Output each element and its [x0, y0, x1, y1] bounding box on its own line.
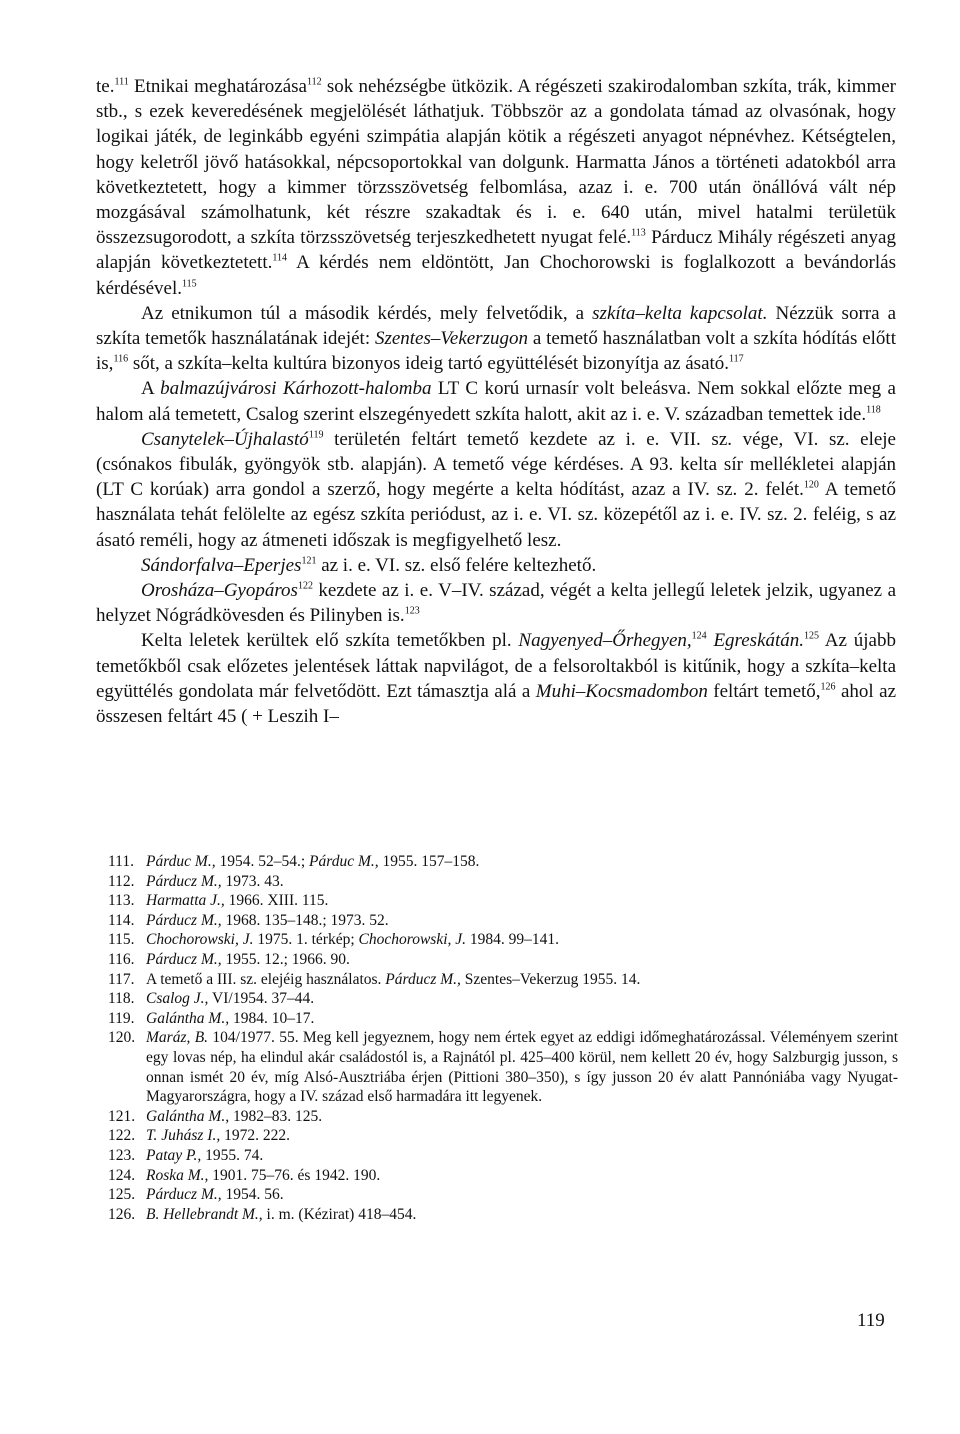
footnote-ref: 118	[866, 404, 881, 416]
italic-text: Muhi–Kocsmadombon	[535, 680, 708, 702]
footnote	[108, 1205, 898, 1225]
footnote-ref: 121	[301, 555, 317, 567]
text-run: A temető használata tehát felölelte az egész szkíta periódust, az i. e. VI. sz. közepétől az i. e. IV. sz. 2. feléig, s az ásató reméli, hogy az átmeneti időszak is megfigyelhető lesz.	[96, 479, 897, 551]
paragraph	[96, 628, 896, 729]
footnote-text	[146, 1185, 898, 1205]
footnote	[108, 1107, 898, 1127]
text-run: 1966. XIII. 115.	[224, 892, 329, 910]
text-run: 1968. 135–148.; 1973. 52.	[221, 911, 389, 929]
italic-text: Galántha M.,	[146, 1009, 230, 1027]
text-run: a temető használatban volt a szkíta hódítás előtt is,	[96, 328, 896, 375]
footnote-text	[146, 891, 898, 911]
footnote-text	[146, 1126, 898, 1146]
italic-text: Chochorowski, J.	[146, 931, 254, 949]
footnote-ref: 117	[729, 353, 744, 365]
italic-text: Egreskátán.	[713, 630, 805, 652]
text-run: VI/1954. 37–44.	[208, 990, 315, 1008]
footnote	[108, 911, 898, 931]
text-run: 1954. 52–54.;	[215, 853, 310, 870]
footnote-text	[146, 852, 898, 872]
text-run: 1954. 56.	[221, 1186, 284, 1204]
italic-text: Párducz M.,	[146, 1186, 222, 1204]
text-run: Az újabb temetőkből csak előzetes jelentések láttak napvilágot, de a felsoroltakból is kitűnik, hogy a szkíta–kelta együttélés gondolata már felvetődött. Ezt támasztja alá a	[96, 630, 896, 702]
text-run: sok nehézségbe ütközik. A régészeti szakirodalomban szkíta, trák, kimmer stb., s ezek keveredésének megjelölését láthatjuk. Többször az a gondolata támad az olvasónak, hogy logikai játék, de leginkább egyéni szimpátia alapján kötik a régészeti anyagot népnévhez. Kétségtelen, hogy keletről jövő hatásokkal, népcsoportokkal van dolgunk. Harmatta János a történeti adatokból arra következtetett, hogy a kimmer törzsszövetség felbomlása, azaz i. e. 700 után önállóvá vált nép mozgásával számolhatunk, két részre szakadtak és i. e. 640 után, mivel hatalmi területük összezsugorodott, a szkíta törzsszövetség terjeszkedhetett nyugat felé.	[96, 76, 896, 249]
text-run: Az etnikumon túl a második kérdés, mely felvetődik, a	[141, 302, 593, 324]
text-run: 104/1977. 55. Meg kell jegyeznem, hogy nem értek egyet az eddigi időmeghatározással. Véleményem szerint egy lovas nép, ha elindul akár családostól is, a Rajnától pl. 425–400 körül, nem kellett 20 év, hogy Salzburgig jusson, s onnan ismét 20 év, míg Alsó-Ausztriába érjen (Pittioni 380–350), s így jusson 20 év alatt Pannóniába vagy Nyugat-Magyarországra, hogy a IV. század első harmadára itt legyenek.	[146, 1029, 899, 1106]
italic-text: Harmatta J.,	[146, 892, 225, 910]
footnote	[108, 1009, 898, 1029]
italic-text: Párduc M.,	[309, 853, 379, 870]
footnote-text	[146, 1146, 898, 1166]
footnote	[108, 1185, 898, 1205]
text-run: A temető a III. sz. elejéig használatos.	[146, 970, 386, 988]
italic-text: balmazújvárosi Kárhozott-halomba	[160, 378, 432, 400]
italic-text: Párducz M.,	[146, 950, 222, 968]
text-run: Szentes–Vekerzug 1955. 14.	[460, 970, 641, 988]
footnote-text	[146, 1009, 898, 1029]
footnote-number: 118.	[108, 990, 135, 1008]
footnote-ref: 126	[820, 681, 836, 693]
footnote-ref: 120	[803, 479, 819, 491]
text-run: LT C korú urnasír volt beleásva. Nem sokkal előzte meg a halom alá temetett, Csalog szerint elszegényedett szkíta halott, akit az i. e. V. században temettek ide.	[96, 378, 896, 425]
footnote-text	[146, 872, 898, 892]
footnote-number: 114.	[108, 911, 135, 929]
footnote-number: 117.	[108, 970, 135, 988]
text-run: Kelta leletek kerültek elő szkíta temetőkben pl.	[141, 630, 519, 652]
footnote	[108, 891, 898, 911]
footnote-number: 122.	[108, 1127, 136, 1145]
italic-text: Nagyenyed–Őrhegyen,	[518, 630, 692, 652]
text-run: Etnikai meghatározása	[128, 76, 307, 97]
footnote-number: 111.	[108, 853, 134, 870]
footnote-ref: 125	[804, 631, 820, 643]
footnote-number: 121.	[108, 1107, 136, 1125]
footnote-ref: 122	[297, 580, 313, 592]
footnote-text	[146, 950, 898, 970]
text-run: 1982–83. 125.	[229, 1107, 323, 1125]
footnotes	[108, 852, 898, 1224]
main-text	[96, 74, 896, 729]
italic-text: Szentes–Vekerzugon	[374, 328, 528, 350]
italic-text: Maráz, B.	[146, 1029, 209, 1047]
footnote-text	[146, 1205, 898, 1225]
text-run: kezdete az i. e. V–IV. század, végét a kelta jellegű leletek jelzik, ugyanez a helyzet Nógrádkövesden és Pilinyben is.	[96, 580, 896, 627]
footnote-text	[146, 930, 898, 950]
paragraph	[96, 553, 896, 578]
italic-text: Chochorowski, J.	[358, 931, 467, 949]
italic-text: T. Juhász I.,	[146, 1127, 221, 1145]
italic-text: Patay P.,	[146, 1146, 202, 1164]
text-run: 1972. 222.	[220, 1127, 290, 1145]
footnote-number: 125.	[108, 1186, 136, 1204]
text-run: 1984. 10–17.	[229, 1009, 315, 1027]
text-run: A	[141, 378, 161, 400]
footnote-text	[146, 1107, 898, 1127]
footnote	[108, 970, 898, 990]
footnote-number: 119.	[108, 1009, 135, 1027]
italic-text: Roska M.,	[146, 1166, 209, 1184]
footnote-text	[146, 989, 898, 1009]
text-run: 1901. 75–76. és 1942. 190.	[208, 1166, 381, 1184]
text-run: Párducz Mihály régészeti anyag alapján következtetett.	[96, 227, 896, 274]
footnote	[108, 1028, 898, 1106]
page-number: 119	[857, 1310, 885, 1331]
text-run: i. m. (Kézirat) 418–454.	[262, 1205, 417, 1223]
footnote-ref: 119	[308, 429, 324, 441]
paragraph	[96, 74, 896, 301]
italic-text: Orosháza–Gyopáros	[141, 580, 298, 602]
footnote-ref: 123	[404, 605, 420, 617]
footnote-text	[146, 1028, 898, 1106]
footnote	[108, 872, 898, 892]
text-run: ahol az összesen feltárt 45 ( + Leszih I–	[96, 680, 896, 728]
footnote-number: 112.	[108, 872, 135, 890]
text-run: 1973. 43.	[221, 872, 284, 890]
text-run: te.	[96, 76, 115, 97]
footnote-number: 124.	[108, 1166, 136, 1184]
text-run: 1984. 99–141.	[466, 931, 560, 949]
footnote-ref: 111	[114, 76, 129, 88]
footnote	[108, 852, 898, 872]
italic-text: szkíta–kelta kapcsolat.	[592, 302, 768, 324]
footnote-number: 123.	[108, 1146, 136, 1164]
text-run: sőt, a szkíta–kelta kultúra bizonyos ideig tartó együttélését bizonyítja az ásató.	[128, 353, 730, 375]
footnote-ref: 112	[307, 76, 322, 88]
text-run: 1955. 157–158.	[378, 853, 480, 870]
text-run: 1955. 74.	[201, 1146, 264, 1164]
footnote-number: 115.	[108, 931, 135, 949]
italic-text: Párduc M.,	[146, 853, 216, 870]
italic-text: Sándorfalva–Eperjes	[141, 554, 302, 576]
footnote-number: 120.	[108, 1029, 136, 1047]
footnote-ref: 116	[113, 353, 129, 365]
text-run: A kérdés nem eldöntött, Jan Chochorowski is foglalkozott a bevándorlás kérdésével.	[96, 252, 896, 299]
paragraph	[96, 301, 896, 377]
italic-text: Csalog J.,	[146, 990, 209, 1008]
text-run: 1955. 12.; 1966. 90.	[221, 950, 350, 968]
italic-text: Párducz M.,	[146, 872, 222, 890]
text-run: területén feltárt temető kezdete az i. e. VII. sz. vége, VI. sz. eleje (csónakos fibulák, gyöngyök stb. alapján). A temető vége kérdéses. A 93. kelta sír mellékletei alapján (LT C korúak) arra gondol a szerző, hogy megérte a kelta hódítást, azaz a IV. sz. 2. felét.	[96, 428, 896, 501]
footnote-ref: 113	[631, 227, 646, 239]
italic-text: Csanytelek–Újhalastó	[141, 428, 309, 450]
footnote-text	[146, 911, 898, 931]
italic-text: Párducz M.,	[146, 911, 222, 929]
footnote	[108, 1126, 898, 1146]
text-run: Nézzük sorra a szkíta temetők használatának idejét:	[96, 302, 897, 350]
text-run: az i. e. VI. sz. első felére keltezhető.	[316, 554, 597, 576]
footnote-text	[146, 970, 898, 990]
paragraph	[96, 578, 896, 628]
footnote	[108, 1166, 898, 1186]
footnote	[108, 989, 898, 1009]
footnote-ref: 114	[272, 253, 287, 265]
text-run: 1975. 1. térkép;	[253, 931, 359, 949]
footnote-number: 113.	[108, 892, 135, 910]
italic-text: Párducz M.,	[385, 970, 461, 988]
footnote	[108, 950, 898, 970]
italic-text: B. Hellebrandt M.,	[146, 1205, 263, 1223]
footnote-number: 116.	[108, 950, 135, 968]
italic-text: Galántha M.,	[146, 1107, 230, 1125]
paragraph	[96, 427, 896, 553]
footnote-number: 126.	[108, 1205, 136, 1223]
footnote-ref: 124	[691, 631, 707, 643]
footnote	[108, 1146, 898, 1166]
paragraph	[96, 376, 896, 426]
footnote-text	[146, 1166, 898, 1186]
footnote	[108, 930, 898, 950]
footnote-ref: 115	[181, 278, 197, 290]
text-run: feltárt temető,	[707, 680, 821, 702]
